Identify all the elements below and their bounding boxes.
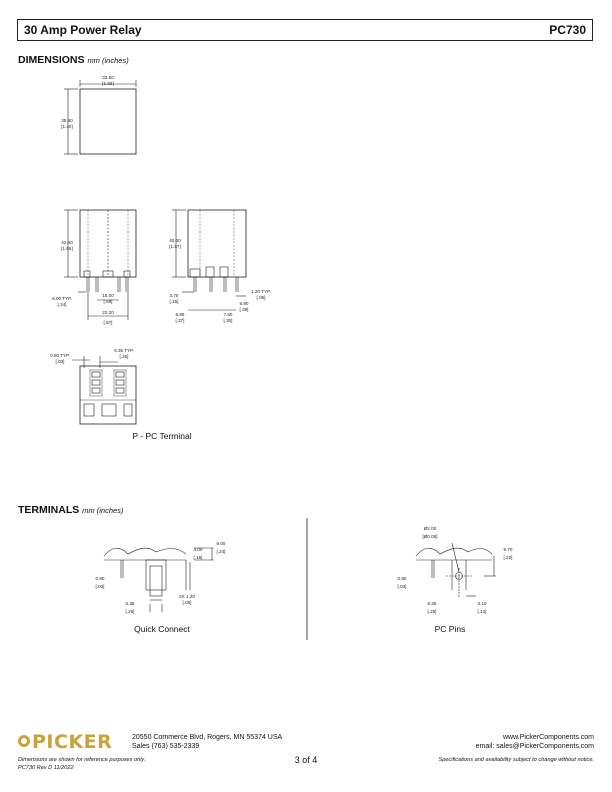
picker-logo: PICKER	[18, 731, 112, 753]
front-height-label: 42.00	[61, 240, 73, 245]
side-d1-label: 3.70	[169, 293, 179, 298]
qc-d1-label: 6.00	[216, 541, 226, 546]
bottom-d2-inch: [.25]	[119, 354, 129, 359]
bottom-d1-label: 0.80 TYP.	[50, 353, 70, 358]
side-height-inch: [1.57]	[169, 244, 181, 249]
front-height-inch: [1.65]	[61, 246, 73, 251]
qc-d5-label: 6.35	[125, 601, 135, 606]
document-title: 30 Amp Power Relay	[24, 23, 142, 37]
pc-d3-inch: [.03]	[397, 584, 407, 589]
side-view-drawing	[169, 210, 246, 310]
qc-d2-label: 4.00	[193, 547, 203, 552]
side-d5-label: 1.20 TYP.	[251, 289, 271, 294]
front-span2-label: 22.20	[102, 310, 114, 315]
logo-ring-icon	[18, 735, 30, 747]
top-height-inch: [1.40]	[61, 124, 73, 129]
company-address: 20550 Commerce Blvd, Rogers, MN 55374 USA Sales (763) 535-2339	[132, 734, 283, 750]
part-number: PC730	[549, 23, 586, 37]
side-d3-label: 7.50	[223, 312, 233, 317]
top-width-inch: [1.32]	[102, 81, 114, 86]
quick-connect-caption: Quick Connect	[134, 624, 190, 634]
side-d4-label: 9.90	[239, 301, 249, 306]
dimensions-heading: DIMENSIONS mm (inches)	[18, 54, 129, 66]
side-d4-inch: [.39]	[239, 307, 249, 312]
side-height-label: 40.00	[169, 238, 181, 243]
side-d2-inch: [.27]	[175, 318, 185, 323]
front-span2-inch: [.87]	[103, 320, 113, 325]
pc-d3-label: 0.80	[397, 576, 407, 581]
qc-d1-inch: [.24]	[216, 549, 226, 554]
front-pin-inch: [.24]	[57, 302, 67, 307]
side-d5-inch: [.05]	[256, 295, 266, 300]
bottom-d2-label: 6.35 TYP.	[114, 348, 134, 353]
company-contact	[476, 733, 594, 751]
pc-pins-caption: PC Pins	[434, 624, 466, 634]
bottom-view-drawing	[72, 356, 136, 424]
pc-pins-drawing	[416, 543, 496, 598]
top-width-label: 33.50	[102, 75, 114, 80]
qc-d4-inch: [.05]	[182, 600, 192, 605]
terminals-heading: TERMINALS mm (inches)	[18, 504, 124, 516]
page-number: 3 of 4	[294, 755, 318, 765]
side-d2-label: 6.86	[175, 312, 185, 317]
website-link[interactable]: www.PickerComponents.com	[502, 734, 594, 741]
pc-d5-label: 3.10	[477, 601, 487, 606]
front-view-drawing	[64, 210, 136, 320]
front-span1-label: 15.00	[102, 293, 114, 298]
side-d1-inch: [.15]	[169, 299, 179, 304]
qc-d3-label: 0.80	[95, 576, 105, 581]
spec-disclaimer: Specifications and availability subject to change without notice.	[438, 757, 594, 763]
qc-d4-label: 2X 1.20	[179, 594, 195, 599]
pc-d1-inch: [Ø0.08]	[422, 534, 438, 539]
pc-d4-label: 6.35	[427, 601, 437, 606]
front-span1-inch: [.59]	[103, 299, 113, 304]
top-view-drawing	[64, 80, 136, 154]
qc-d3-inch: [.03]	[95, 584, 105, 589]
pc-d1-label: Ø2.00	[423, 526, 437, 531]
side-d3-inch: [.30]	[223, 318, 233, 323]
top-height-label: 35.60	[61, 118, 73, 123]
pc-d5-inch: [.12]	[477, 609, 487, 614]
qc-d2-inch: [.16]	[193, 555, 203, 560]
pc-d2-inch: [.22]	[503, 555, 513, 560]
pc-d2-label: 5.70	[503, 547, 513, 552]
pc-d4-inch: [.25]	[427, 609, 437, 614]
qc-d5-inch: [.25]	[125, 609, 135, 614]
reference-note: Dimensions are shown for reference purposes only. PC730 Rev D 11/2022	[18, 757, 146, 771]
pc-terminal-caption: P - PC Terminal	[132, 431, 192, 441]
bottom-d1-inch: [.03]	[55, 359, 65, 364]
front-pin-label: 6.00 TYP.	[52, 296, 72, 301]
email-link[interactable]: email: sales@PickerComponents.com	[475, 743, 594, 750]
